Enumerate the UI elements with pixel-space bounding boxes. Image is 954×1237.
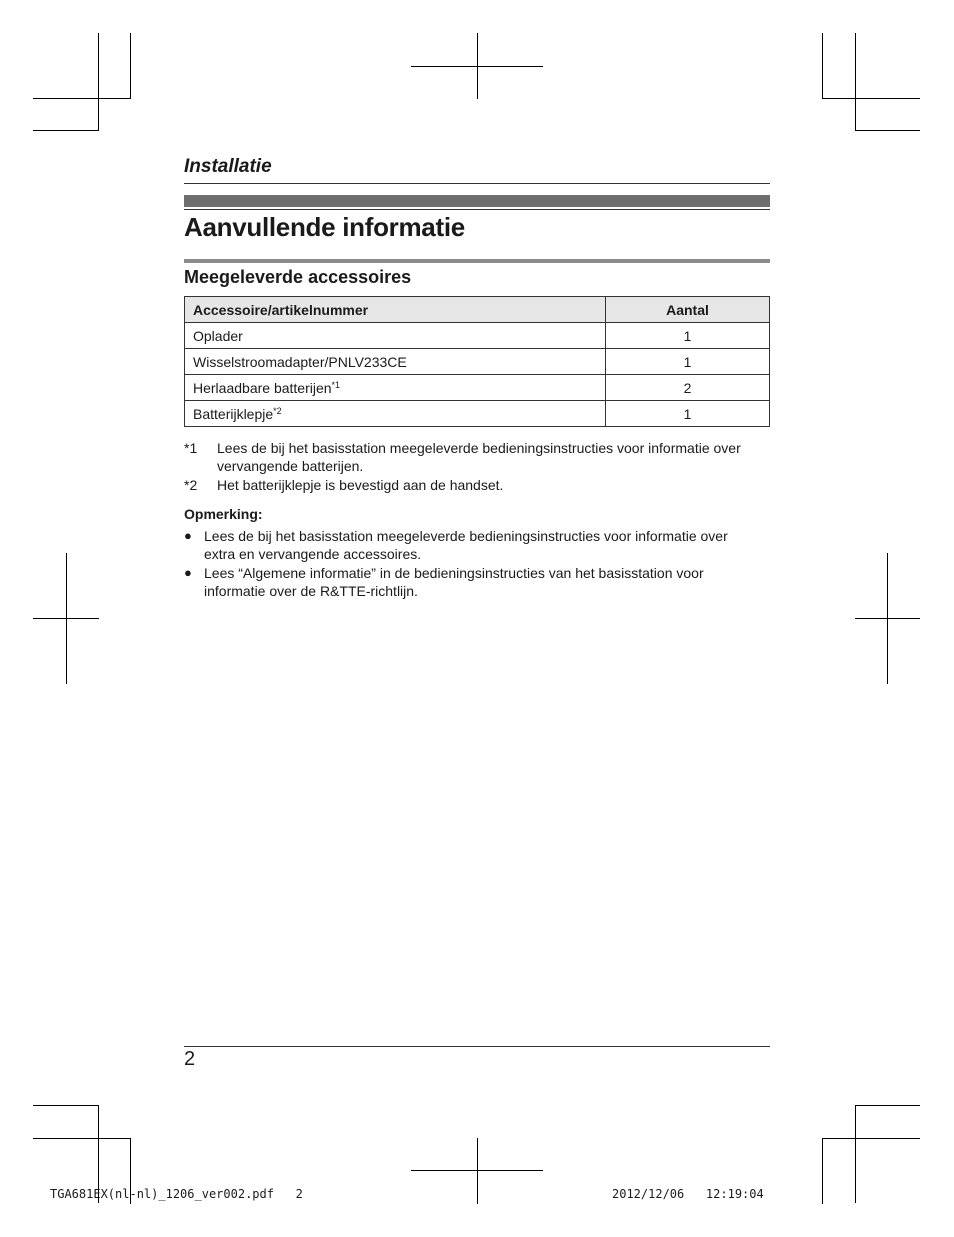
accessory-quantity: 2 bbox=[606, 375, 770, 401]
list-item bbox=[184, 564, 754, 600]
table-row bbox=[185, 375, 770, 401]
footnote bbox=[184, 476, 770, 494]
column-header-accessory: Accessoire/artikelnummer bbox=[185, 297, 606, 323]
bullet-icon: ● bbox=[184, 565, 192, 580]
title-rule-bottom bbox=[184, 259, 770, 263]
footnote-ref: *2 bbox=[273, 405, 282, 416]
footnote-text: Lees de bij het basisstation meegeleverde bedieningsinstructies voor informatie over vervangende batterijen. bbox=[217, 440, 741, 474]
bullet-icon: ● bbox=[184, 528, 192, 543]
table-row bbox=[185, 401, 770, 427]
accessory-quantity: 1 bbox=[606, 401, 770, 427]
table-header-row bbox=[185, 297, 770, 323]
remark-text: Lees de bij het basisstation meegeleverde bedieningsinstructies voor informatie over extra en vervangende accessoires. bbox=[204, 528, 728, 562]
section-rule bbox=[184, 183, 770, 184]
accessory-name: Herlaadbare batterijen$^{*1}$ bbox=[185, 375, 606, 401]
print-file-info: TGA681EX(nl-nl)_1206_ver002.pdf 2 bbox=[50, 1187, 303, 1201]
footnote-mark: *2 bbox=[184, 477, 198, 493]
footnote-text: Het batterijklepje is bevestigd aan de handset. bbox=[217, 477, 504, 493]
table-row bbox=[185, 323, 770, 349]
remark-title: Opmerking: bbox=[184, 506, 263, 522]
column-header-quantity: Aantal bbox=[606, 297, 770, 323]
accessory-quantity: 1 bbox=[606, 349, 770, 375]
list-item bbox=[184, 527, 754, 563]
footnote-ref: *1 bbox=[331, 379, 341, 390]
table-row bbox=[185, 349, 770, 375]
accessory-name: Batterijklepje$^{*2}$ bbox=[185, 401, 606, 427]
accessory-quantity: 1 bbox=[606, 323, 770, 349]
print-datetime: 2012/12/06 12:19:04 bbox=[612, 1187, 764, 1201]
accessories-table bbox=[184, 296, 770, 427]
accessory-name: Oplader bbox=[185, 323, 606, 349]
footnote-mark: *1 bbox=[184, 440, 198, 456]
footnotes bbox=[184, 439, 770, 495]
footnote bbox=[184, 439, 770, 475]
footer-rule bbox=[184, 1046, 770, 1047]
remark-text: Lees “Algemene informatie” in de bedieningsinstructies van het basisstation voor informatie over de R&TTE-richtlijn. bbox=[204, 565, 704, 599]
title-rule-top bbox=[184, 209, 770, 210]
remark-list bbox=[184, 527, 754, 601]
page-number: 2 bbox=[184, 1048, 196, 1070]
accessories-heading: Meegeleverde accessoires bbox=[184, 267, 412, 287]
title-bar bbox=[184, 195, 770, 207]
section-label: Installatie bbox=[184, 156, 272, 177]
page-title: Aanvullende informatie bbox=[184, 212, 465, 242]
accessory-name: Wisselstroomadapter/PNLV233CE bbox=[185, 349, 606, 375]
